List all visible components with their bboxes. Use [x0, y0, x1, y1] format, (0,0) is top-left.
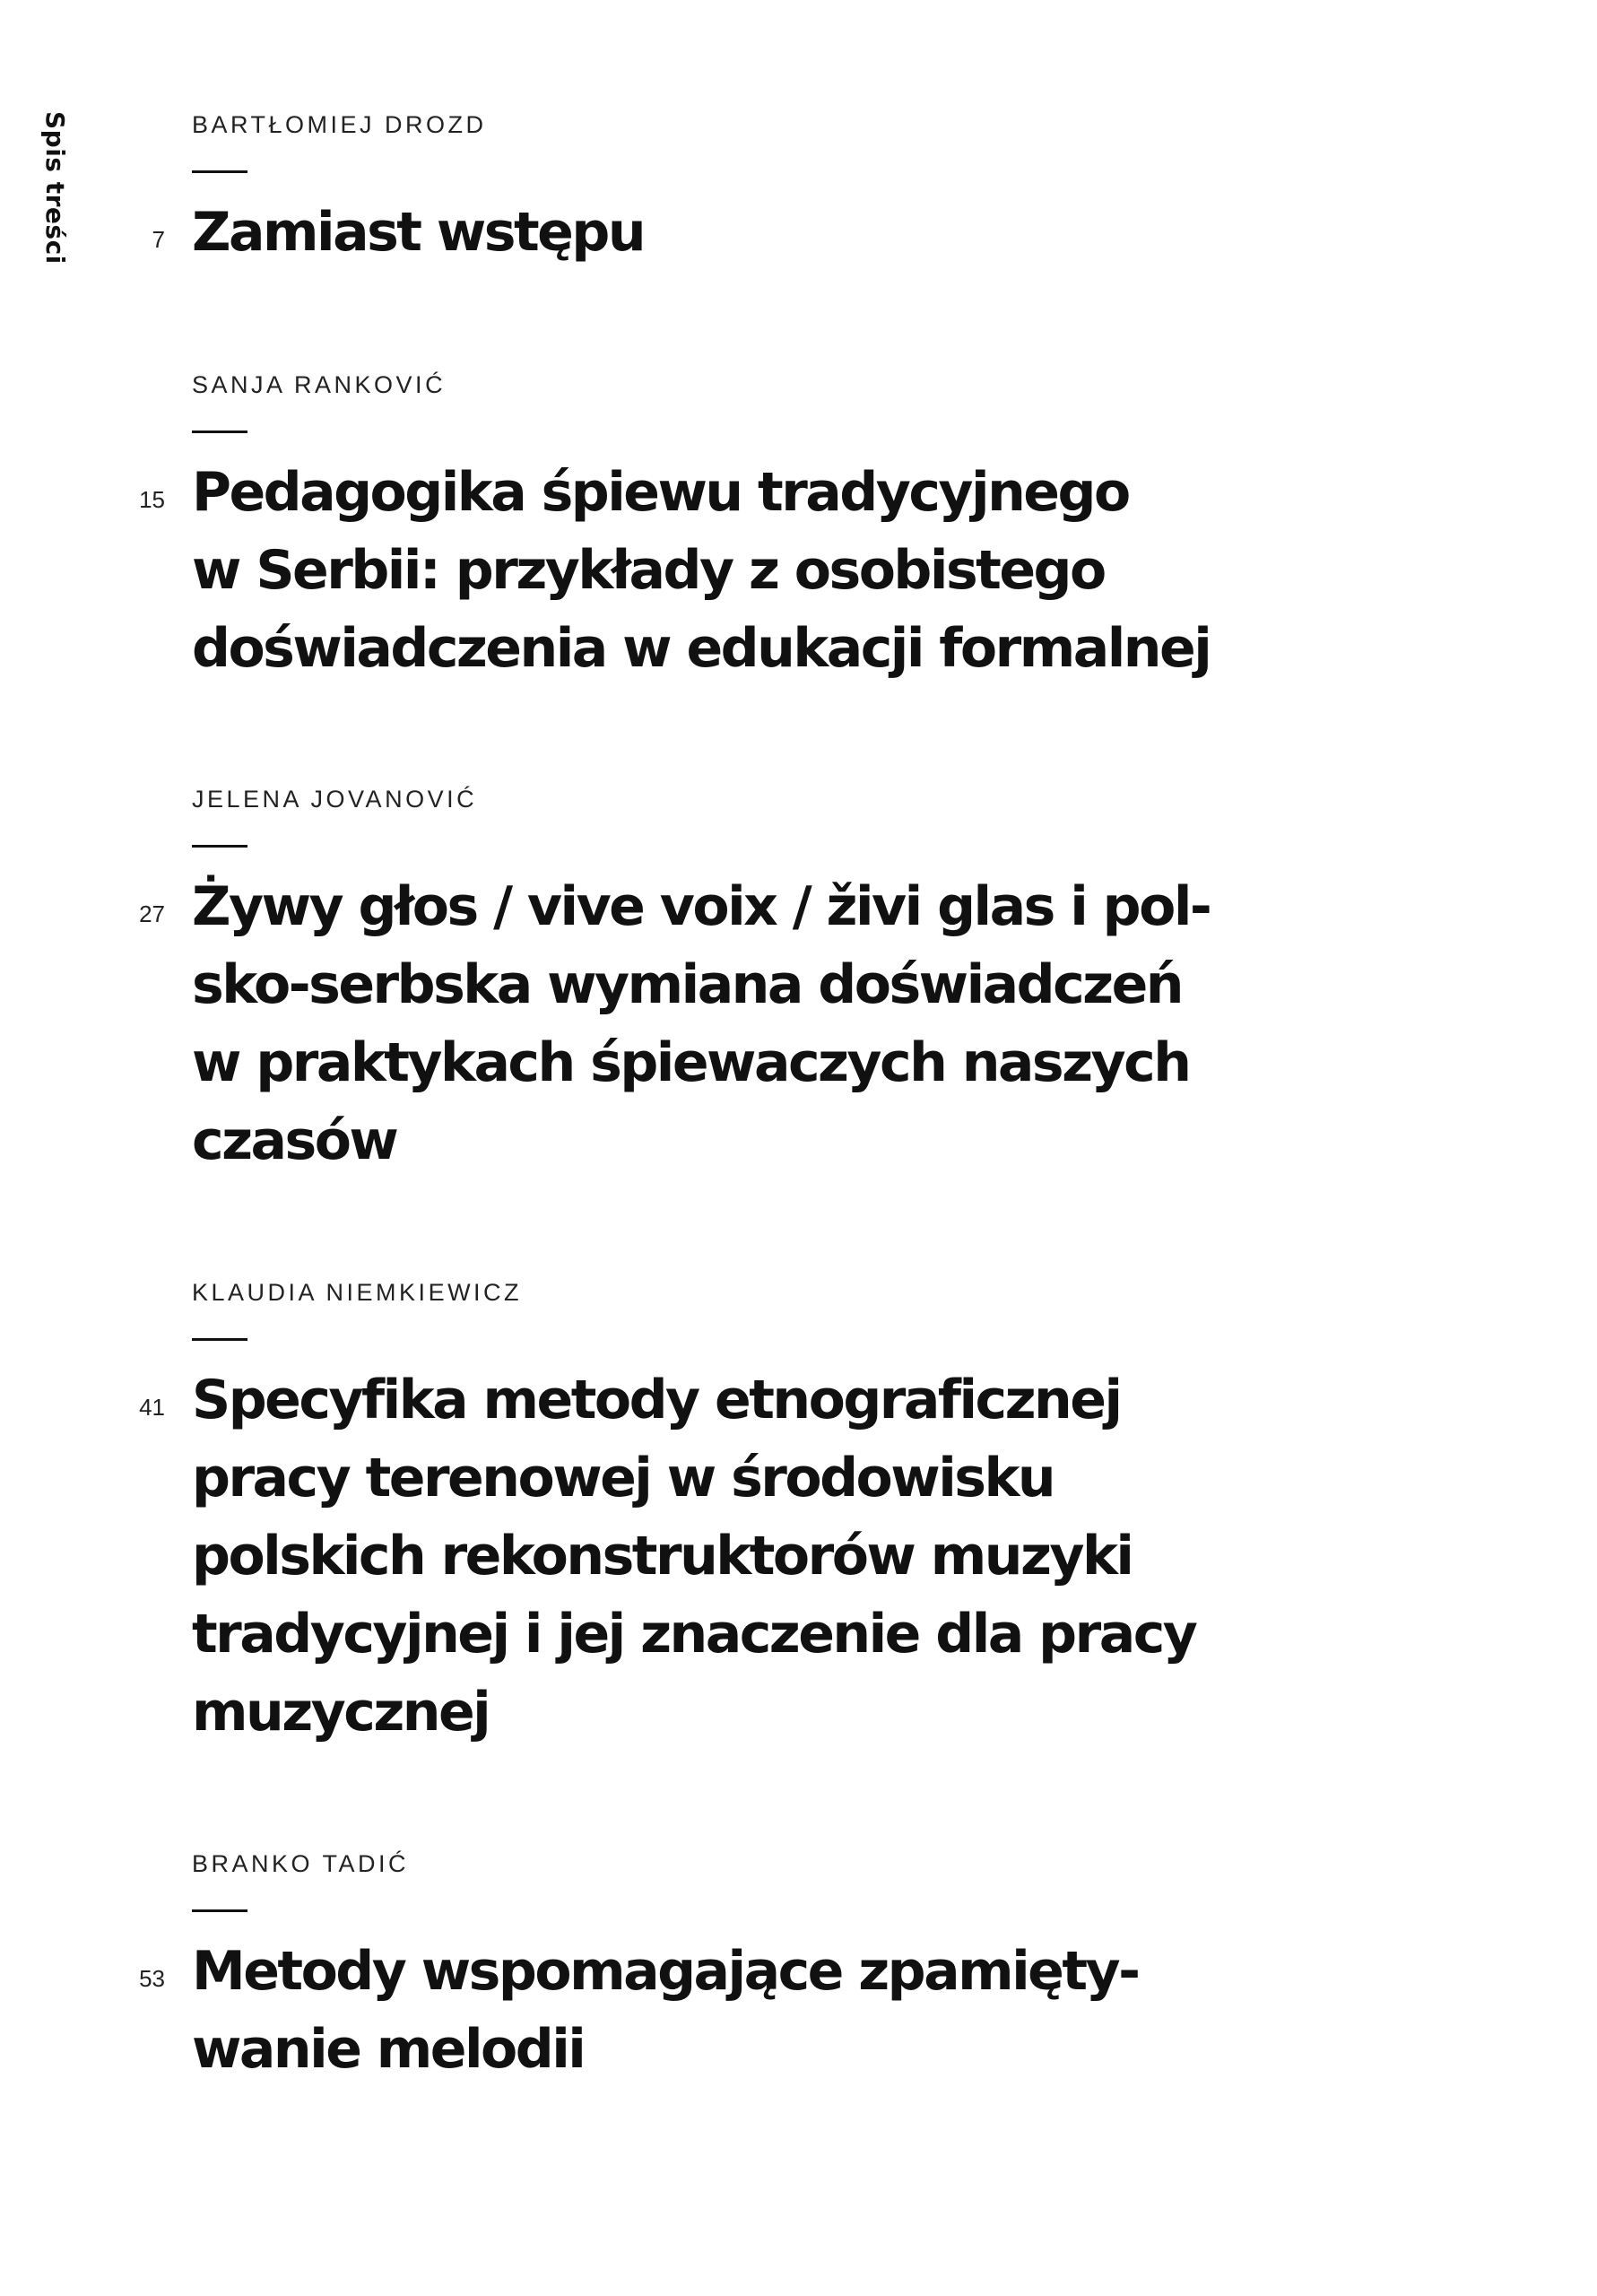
- entry-divider: [192, 845, 247, 848]
- title-line: muzycznej: [192, 1681, 490, 1744]
- entry-title: [192, 868, 1223, 1180]
- entry-title: [192, 1933, 1223, 2089]
- entry-page-number: 27: [139, 900, 165, 927]
- title-line: sko-serbska wymiana doświadczeń: [192, 953, 1182, 1016]
- entry-divider: [192, 1909, 247, 1912]
- entry-divider: [192, 430, 247, 433]
- entry-divider: [192, 1338, 247, 1341]
- title-line: Zamiast wstępu: [192, 201, 645, 264]
- entry-page-number: 53: [139, 1965, 165, 1992]
- entry-author: JELENA JOVANOVIĆ: [192, 786, 478, 813]
- title-line: wanie melodii: [192, 2018, 585, 2081]
- title-line: Specyfika metody etnograficznej: [192, 1369, 1121, 1431]
- title-line: w praktykach śpiewaczych naszych: [192, 1031, 1190, 1094]
- entry-title: [192, 454, 1223, 688]
- title-line: pracy terenowej w środowisku: [192, 1447, 1055, 1509]
- entry-author: BARTŁOMIEJ DROZD: [192, 111, 487, 138]
- entry-page-number: 7: [152, 226, 165, 253]
- entry-author: BRANKO TADIĆ: [192, 1850, 410, 1877]
- title-line: Żywy głos / vive voix / živi glas i pol-: [192, 875, 1211, 938]
- entry-divider: [192, 170, 247, 173]
- entry-page-number: 15: [139, 486, 165, 513]
- section-label: Spis treści: [40, 111, 70, 265]
- entry-title: [192, 1361, 1223, 1752]
- entry-author: SANJA RANKOVIĆ: [192, 371, 447, 398]
- title-line: Metody wspomagające zpamięty-: [192, 1940, 1139, 2003]
- title-line: doświadczenia w edukacji formalnej: [192, 617, 1211, 680]
- title-line: polskich rekonstruktorów muzyki: [192, 1525, 1133, 1587]
- title-line: Pedagogika śpiewu tradycyjnego: [192, 461, 1129, 524]
- entry-author: KLAUDIA NIEMKIEWICZ: [192, 1279, 523, 1306]
- title-line: tradycyjnej i jej znaczenie dla pracy: [192, 1603, 1196, 1665]
- title-line: czasów: [192, 1109, 397, 1172]
- title-line: w Serbii: przykłady z osobistego: [192, 539, 1105, 602]
- entry-title: [192, 194, 1223, 272]
- entry-page-number: 41: [139, 1394, 165, 1421]
